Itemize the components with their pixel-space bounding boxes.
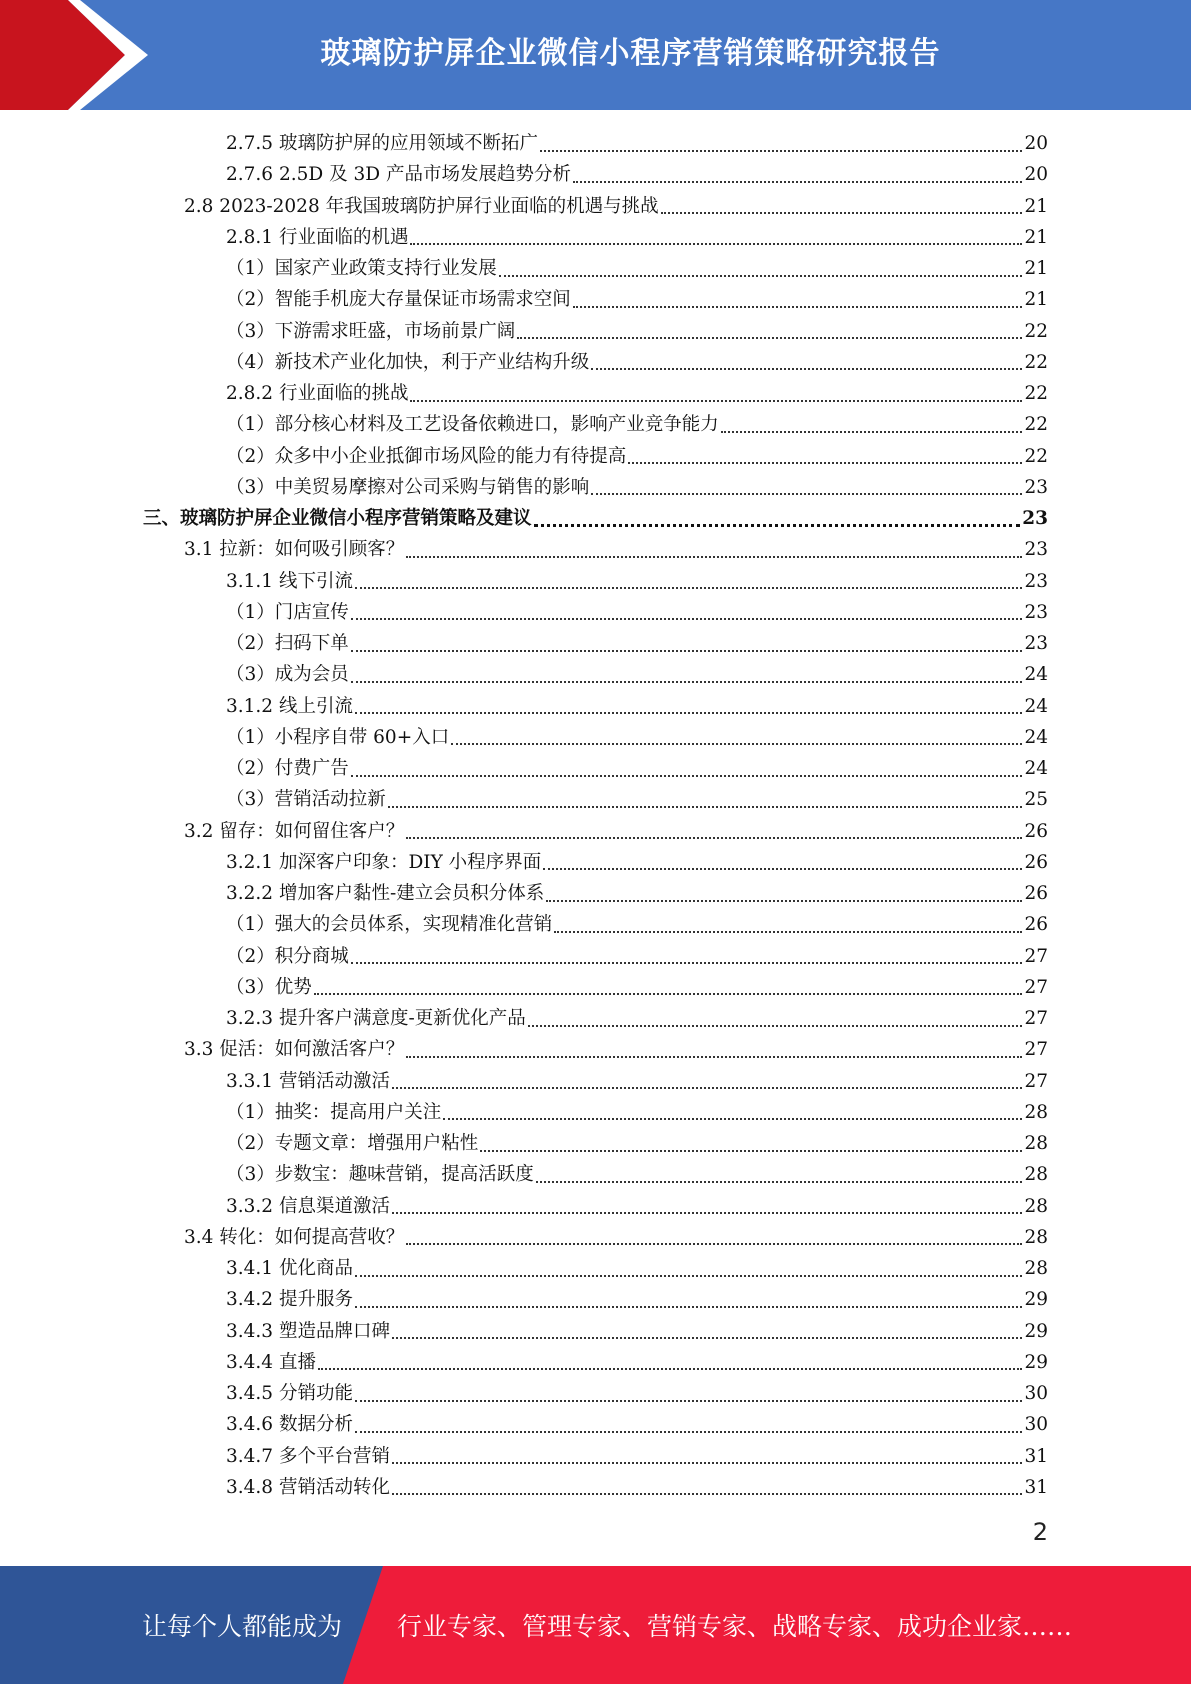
toc-entry-title: 3.3.1 营销活动激活 [226, 1070, 390, 1092]
toc-entry-page: 27 [1024, 976, 1048, 998]
toc-entry-title: （3）营销活动拉新 [226, 789, 386, 811]
toc-entry[interactable] [226, 441, 1048, 472]
toc-entry-title: （1）小程序自带 60+入口 [226, 726, 450, 748]
toc-dot-leader [351, 618, 1023, 620]
toc-entry-title: （1）抽奖：提高用户关注 [226, 1101, 442, 1123]
toc-dot-leader [406, 1056, 1022, 1058]
toc-dot-leader [540, 150, 1022, 152]
toc-entry-page: 28 [1024, 1258, 1048, 1279]
toc-entry-title: （3）优势 [226, 976, 312, 998]
toc-entry-title: （3）步数宝：趣味营销，提高活跃度 [226, 1164, 534, 1186]
toc-entry[interactable] [226, 1347, 1048, 1378]
toc-entry-title: （2）专题文章：增强用户粘性 [226, 1133, 479, 1154]
toc-dot-leader [351, 681, 1023, 683]
toc-dot-leader [573, 181, 1023, 183]
toc-entry-page: 29 [1024, 1351, 1048, 1373]
toc-entry-page: 21 [1024, 195, 1048, 217]
toc-entry-page: 23 [1024, 633, 1048, 654]
toc-entry-page: 21 [1024, 289, 1048, 311]
toc-entry-page: 27 [1024, 1070, 1048, 1092]
toc-entry[interactable] [226, 659, 1048, 690]
toc-entry[interactable] [184, 816, 1048, 847]
toc-entry[interactable] [226, 1253, 1048, 1284]
toc-dot-leader [536, 1181, 1023, 1183]
toc-dot-leader [406, 556, 1022, 558]
toc-entry-title: （1）门店宣传 [226, 601, 349, 623]
header-arrow-logo [0, 0, 160, 110]
page-header [0, 0, 1191, 110]
toc-entry-page: 20 [1024, 133, 1048, 154]
toc-entry[interactable] [226, 722, 1048, 753]
toc-entry[interactable] [226, 878, 1048, 909]
toc-entry-title: （2）众多中小企业抵御市场风险的能力有待提高 [226, 445, 627, 467]
toc-entry-page: 29 [1024, 1320, 1048, 1342]
toc-dot-leader [543, 868, 1022, 870]
toc-entry-page: 24 [1024, 695, 1048, 717]
toc-entry-page: 23 [1024, 539, 1048, 561]
toc-entry-page: 27 [1024, 1039, 1048, 1061]
toc-entry[interactable] [226, 1378, 1048, 1409]
toc-entry[interactable] [226, 909, 1048, 940]
report-title: 玻璃防护屏企业微信小程序营销策略研究报告 [320, 36, 941, 71]
toc-entry-page: 22 [1024, 383, 1048, 404]
toc-entry-page: 24 [1024, 664, 1048, 686]
toc-entry[interactable] [184, 1222, 1048, 1253]
toc-dot-leader [318, 1368, 1023, 1370]
toc-entry-title: 3.4.3 塑造品牌口碑 [226, 1320, 390, 1342]
toc-dot-leader [443, 1118, 1022, 1120]
toc-entry-page: 23 [1024, 570, 1048, 592]
toc-dot-leader [351, 775, 1023, 777]
toc-entry-page: 31 [1024, 1476, 1048, 1498]
toc-entry-title: 3.1.2 线上引流 [226, 695, 353, 717]
toc-dot-leader [314, 993, 1023, 995]
toc-entry-page: 21 [1024, 226, 1048, 248]
toc-entry-title: （2）扫码下单 [226, 633, 349, 654]
toc-dot-leader [410, 400, 1022, 402]
toc-entry-title: （1）强大的会员体系，实现精准化营销 [226, 914, 553, 936]
toc-entry-title: 3.4.4 直播 [226, 1351, 316, 1373]
toc-entry[interactable] [226, 409, 1048, 440]
toc-entry-title: 3.2.1 加深客户印象：DIY 小程序界面 [226, 851, 542, 873]
toc-entry-title: （1）国家产业政策支持行业发展 [226, 258, 497, 279]
footer-slogan-right: 行业专家、管理专家、营销专家、战略专家、成功企业家…… [397, 1612, 1073, 1641]
toc-entry-title: 3.4.7 多个平台营销 [226, 1445, 390, 1467]
toc-entry-title: 3.3 促活：如何激活客户？ [184, 1039, 405, 1061]
toc-entry-title: （3）成为会员 [226, 664, 349, 686]
toc-dot-leader [499, 275, 1023, 277]
toc-entry-title: 3.4.1 优化商品 [226, 1258, 353, 1279]
toc-entry-page: 28 [1024, 1195, 1048, 1217]
toc-entry-page: 22 [1024, 445, 1048, 467]
toc-entry[interactable] [226, 159, 1048, 190]
toc-entry[interactable] [226, 128, 1048, 159]
toc-entry[interactable] [226, 316, 1048, 347]
toc-dot-leader [546, 900, 1022, 902]
toc-entry-title: 3.2.2 增加客户黏性-建立会员积分体系 [226, 883, 545, 904]
toc-dot-leader [628, 462, 1022, 464]
toc-entry[interactable] [226, 753, 1048, 784]
toc-entry-page: 24 [1024, 758, 1048, 779]
toc-entry-page: 22 [1024, 414, 1048, 436]
toc-entry[interactable] [143, 503, 1048, 534]
toc-dot-leader [355, 1275, 1023, 1277]
toc-dot-leader [573, 306, 1023, 308]
toc-entry-title: 3.2 留存：如何留住客户？ [184, 820, 405, 842]
toc-dot-leader [388, 806, 1023, 808]
toc-entry-title: 3.4.6 数据分析 [226, 1414, 353, 1436]
toc-dot-leader [528, 1025, 1023, 1027]
toc-entry-page: 22 [1024, 351, 1048, 373]
toc-entry-page: 26 [1024, 851, 1048, 873]
toc-entry[interactable] [226, 1409, 1048, 1440]
toc-entry-page: 25 [1024, 789, 1048, 811]
toc-entry-page: 26 [1024, 914, 1048, 936]
toc-entry-page: 28 [1024, 1164, 1048, 1186]
page-number: 2 [1032, 1518, 1048, 1546]
toc-entry-page: 22 [1024, 320, 1048, 342]
toc-entry-page: 26 [1024, 820, 1048, 842]
toc-entry-title: 3.1 拉新：如何吸引顾客？ [184, 539, 405, 561]
toc-entry-page: 28 [1024, 1226, 1048, 1248]
toc-entry-title: （3）中美贸易摩擦对公司采购与销售的影响 [226, 476, 590, 498]
toc-entry[interactable] [226, 1316, 1048, 1347]
toc-entry-title: 2.8.1 行业面临的机遇 [226, 226, 409, 248]
toc-entry-title: 2.7.5 玻璃防护屏的应用领域不断拓广 [226, 133, 538, 154]
toc-entry-title: 三、玻璃防护屏企业微信小程序营销策略及建议 [143, 508, 532, 529]
toc-dot-leader [392, 1087, 1022, 1089]
toc-dot-leader [517, 337, 1022, 339]
toc-entry[interactable] [184, 534, 1048, 565]
toc-entry[interactable] [226, 972, 1048, 1003]
toc-entry-page: 30 [1024, 1414, 1048, 1436]
toc-dot-leader [392, 1462, 1022, 1464]
toc-entry[interactable] [226, 1441, 1048, 1472]
toc-dot-leader [591, 493, 1022, 495]
toc-entry-page: 27 [1024, 1008, 1048, 1029]
toc-entry[interactable] [226, 1128, 1048, 1159]
toc-dot-leader [351, 962, 1023, 964]
toc-dot-leader [554, 931, 1022, 933]
toc-entry-page: 23 [1024, 601, 1048, 623]
toc-entry[interactable] [226, 566, 1048, 597]
toc-entry-page: 31 [1024, 1445, 1048, 1467]
toc-dot-leader [410, 243, 1022, 245]
toc-dot-leader [480, 1150, 1022, 1152]
toc-dot-leader [451, 743, 1022, 745]
toc-entry-title: 2.7.6 2.5D 及 3D 产品市场发展趋势分析 [226, 164, 571, 186]
toc-entry[interactable] [226, 1097, 1048, 1128]
toc-dot-leader [406, 1243, 1022, 1245]
toc-entry-page: 23 [1024, 476, 1048, 498]
toc-dot-leader [392, 1337, 1022, 1339]
toc-entry[interactable] [226, 784, 1048, 815]
toc-entry-title: 2.8.2 行业面临的挑战 [226, 383, 409, 404]
toc-entry-title: 3.4.2 提升服务 [226, 1289, 353, 1311]
toc-entry[interactable] [226, 628, 1048, 659]
toc-dot-leader [355, 1400, 1023, 1402]
toc-entry[interactable] [226, 691, 1048, 722]
toc-entry[interactable] [226, 1159, 1048, 1190]
toc-dot-leader [392, 1212, 1022, 1214]
toc-entry[interactable] [226, 941, 1048, 972]
toc-entry[interactable] [226, 847, 1048, 878]
toc-entry[interactable] [226, 253, 1048, 284]
toc-dot-leader [406, 837, 1022, 839]
toc-dot-leader [591, 368, 1022, 370]
toc-entry-title: 3.2.3 提升客户满意度-更新优化产品 [226, 1008, 526, 1029]
toc-entry-page: 23 [1022, 508, 1048, 529]
toc-entry[interactable] [226, 472, 1048, 503]
toc-entry-title: 3.3.2 信息渠道激活 [226, 1195, 390, 1217]
toc-dot-leader [534, 524, 1021, 527]
toc-entry[interactable] [226, 597, 1048, 628]
toc-entry[interactable] [226, 284, 1048, 315]
toc-entry-title: （2）积分商城 [226, 945, 349, 967]
toc-entry-title: （2）智能手机庞大存量保证市场需求空间 [226, 289, 571, 311]
toc-entry[interactable] [226, 1066, 1048, 1097]
toc-entry[interactable] [226, 347, 1048, 378]
toc-dot-leader [355, 1431, 1023, 1433]
toc-dot-leader [355, 1306, 1023, 1308]
toc-entry-page: 27 [1024, 945, 1048, 967]
toc-dot-leader [355, 587, 1023, 589]
toc-dot-leader [351, 650, 1023, 652]
toc-entry-title: （1）部分核心材料及工艺设备依赖进口，影响产业竞争能力 [226, 414, 719, 436]
toc-entry[interactable] [226, 1003, 1048, 1034]
toc-entry-title: 3.4.8 营销活动转化 [226, 1476, 390, 1498]
toc-entry-title: （4）新技术产业化加快，利于产业结构升级 [226, 351, 590, 373]
toc-dot-leader [392, 1493, 1022, 1495]
toc-entry-title: （3）下游需求旺盛，市场前景广阔 [226, 320, 516, 342]
toc-dot-leader [721, 431, 1023, 433]
toc-entry-title: 3.1.1 线下引流 [226, 570, 353, 592]
toc-entry-page: 26 [1024, 883, 1048, 904]
toc-entry[interactable] [226, 222, 1048, 253]
toc-entry-title: （2）付费广告 [226, 758, 349, 779]
toc-entry[interactable] [226, 378, 1048, 409]
toc-entry-page: 29 [1024, 1289, 1048, 1311]
toc-entry-title: 2.8 2023-2028 年我国玻璃防护屏行业面临的机遇与挑战 [184, 195, 659, 217]
toc-entry[interactable] [184, 1034, 1048, 1065]
toc-entry-page: 20 [1024, 164, 1048, 186]
toc-entry-title: 3.4 转化：如何提高营收？ [184, 1226, 405, 1248]
toc-entry-page: 28 [1024, 1133, 1048, 1154]
toc-entry[interactable] [184, 191, 1048, 222]
toc-dot-leader [661, 212, 1023, 214]
toc-entry-title: 3.4.5 分销功能 [226, 1383, 353, 1404]
toc-dot-leader [355, 712, 1023, 714]
toc-entry-page: 21 [1024, 258, 1048, 279]
toc-entry-page: 28 [1024, 1101, 1048, 1123]
toc-entry-page: 24 [1024, 726, 1048, 748]
page-footer [0, 1566, 1191, 1684]
toc-entry[interactable] [226, 1472, 1048, 1503]
footer-slogan-left: 让每个人都能成为 [142, 1612, 343, 1641]
toc-entry[interactable] [226, 1191, 1048, 1222]
toc-entry[interactable] [226, 1284, 1048, 1315]
toc-entry-page: 30 [1024, 1383, 1048, 1404]
